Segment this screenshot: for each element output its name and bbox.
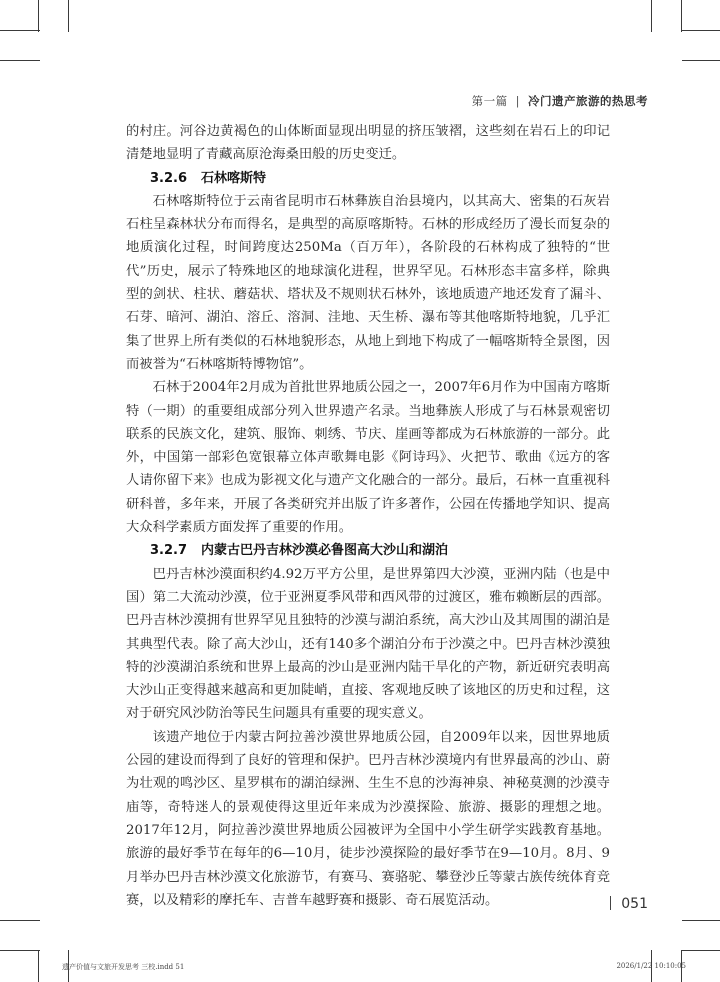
- section-heading: [126, 167, 610, 190]
- crop-mark: [682, 920, 720, 921]
- page-number-text: 051: [621, 896, 648, 912]
- crop-mark: [68, 0, 69, 32]
- crop-mark: [682, 30, 720, 31]
- crop-mark: [0, 950, 40, 951]
- running-head: [472, 93, 648, 109]
- crop-mark: [0, 60, 40, 61]
- crop-mark: [681, 0, 682, 32]
- crop-mark: [38, 0, 39, 32]
- body-paragraph: 该遗产地位于内蒙古阿拉善沙漠世界地质公园，自2009年以来，因世界地质公园的建设而得到了良好的管理和保护。巴丹吉林沙漠境内有世界最高的沙山、蔚为壮观的鸣沙区、星罗棋布的湖泊绿洲、生生不息的沙海神泉、神秘莫测的沙漠寺庙等，奇特迷人的景观使得这里近年来成为沙漠探险、旅游、摄影的理想之地。2017年12月，阿拉善沙漠世界地质公园被评为全国中小学生研学实践教育基地。旅游的最好季节在每年的6—10月，徒步沙漠探险的最好季节在9—10月。8月、9月举办巴丹吉林沙漠文化旅游节，有赛马、赛骆驼、攀登沙丘等蒙古族传统体育竞赛，以及精彩的摩托车、吉普车越野赛和摄影、奇石展览活动。: [126, 729, 610, 908]
- crop-mark: [38, 950, 39, 982]
- body-paragraph: 的村庄。河谷边黄褐色的山体断面显现出明显的挤压皱褶，这些刻在岩石上的印记清楚地显明了青藏高原沧海桑田般的历史变迁。: [126, 124, 610, 163]
- page-number: [610, 896, 648, 912]
- section-title: 内蒙古巴丹吉林沙漠必鲁图高大沙山和湖泊: [201, 543, 449, 559]
- crop-mark: [682, 60, 720, 61]
- crop-mark: [0, 920, 40, 921]
- body-paragraph: 石林喀斯特位于云南省昆明市石林彝族自治县境内，以其高大、密集的石灰岩石柱呈森林状分布而得名，是典型的高原喀斯特。石林的形成经历了漫长而复杂的地质演化过程，时间跨度达250Ma（百万年），各阶段的石林构成了独特的“世代”历史，展示了特殊地区的地球演化进程，世界罕见。石林形态丰富多样，除典型的剑状、柱状、蘑菇状、塔状及不规则状石林外，该地质遗产地还发育了漏斗、石芽、暗河、湖泊、溶丘、溶洞、洼地、天生桥、瀑布等其他喀斯特地貌，几乎汇集了世界上所有类似的石林地貌形态，从地上到地下构成了一幅喀斯特全景图，因而被誉为“石林喀斯特博物馆”。: [126, 193, 610, 372]
- slug-timestamp: 2026/1/22 10:10:05: [616, 962, 686, 970]
- section-heading: [126, 539, 610, 562]
- crop-mark: [651, 0, 652, 32]
- part-label: 第一篇: [471, 94, 508, 108]
- section-number: 3.2.6: [150, 170, 188, 186]
- header-separator: |: [515, 94, 520, 108]
- section-number: 3.2.7: [150, 543, 188, 559]
- page-body: [126, 120, 610, 912]
- crop-mark: [0, 30, 40, 31]
- section-title: 石林喀斯特: [201, 170, 267, 186]
- body-paragraph: 石林于2004年2月成为首批世界地质公园之一，2007年6月作为中国南方喀斯特（一期）的重要组成部分列入世界遗产名录。当地彝族人形成了与石林景观密切联系的民族文化，建筑、服饰、刺绣、节庆、崖画等都成为石林旅游的一部分。此外，中国第一部彩色宽银幕立体声歌舞电影《阿诗玛》、火把节、歌曲《远方的客人请你留下来》也成为影视文化与遗产文化融合的一部分。最后，石林一直重视科研科普，多年来，开展了各类研究并出版了许多著作，公园在传播地学知识、提高大众科学素质方面发挥了重要的作用。: [126, 380, 610, 536]
- crop-mark: [682, 950, 720, 951]
- body-paragraph: 巴丹吉林沙漠面积约4.92万平方公里，是世界第四大沙漠，亚洲内陆（也是中国）第二大流动沙漠，位于亚洲夏季风带和西风带的过渡区，雅布赖断层的西部。巴丹吉林沙漠拥有世界罕见且独特的沙漠与湖泊系统，高大沙山及其周围的湖泊是其典型代表。除了高大沙山，还有140多个湖泊分布于沙漠之中。巴丹吉林沙漠独特的沙漠湖泊系统和世界上最高的沙山是亚洲内陆干旱化的产物，新近研究表明高大沙山正变得越来越高和更加陡峭，直接、客观地反映了该地区的历史和过程，这对于研究风沙防治等民生问题具有重要的现实意义。: [126, 566, 610, 722]
- slug-filename: 遗产价值与文旅开发思考 三校.indd 51: [62, 963, 185, 971]
- folio-bar: [610, 896, 611, 910]
- section-label: 冷门遗产旅游的热思考: [528, 94, 648, 108]
